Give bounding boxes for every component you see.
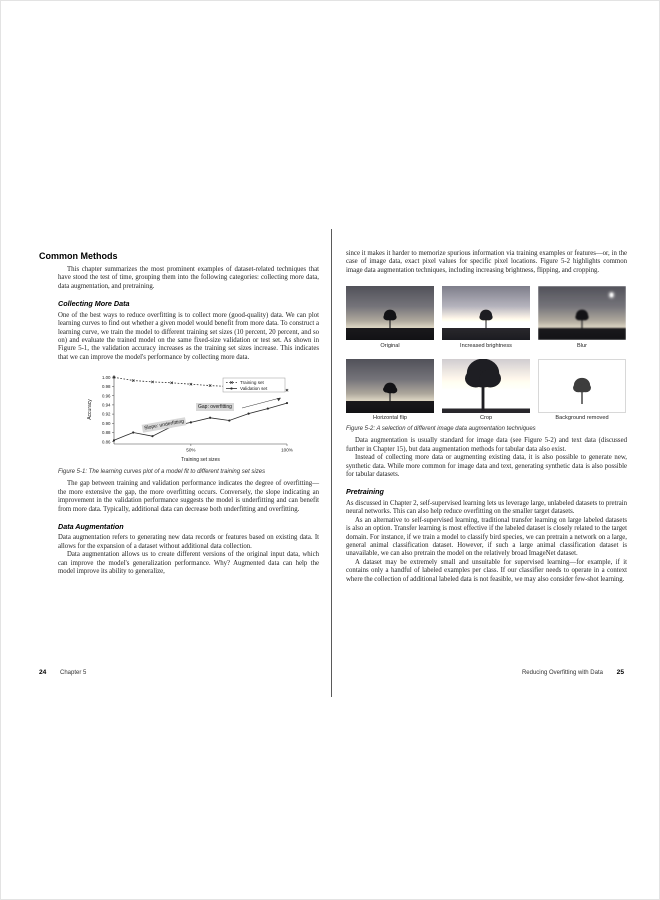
svg-text:0.86: 0.86 — [101, 439, 111, 445]
paragraph-augmentation-standard: Data augmentation is usually standard for image data (see Figure 5-2) and text data (discussed further in Chapter 15), but data augmentation methods for tabular data also exist. — [346, 437, 627, 453]
tree-silhouette-icon — [382, 309, 398, 329]
paragraph-intro: This chapter summarizes the most prominent examples of dataset-related techniques that have stood the test of time, grouping them into the following categories: collecting more data, data augmentation, and pretraining. — [58, 266, 319, 290]
svg-text:0.92: 0.92 — [101, 411, 111, 417]
subheading-data-augmentation: Data Augmentation — [58, 521, 124, 531]
sunset-scene — [442, 286, 530, 340]
svg-text:50%: 50% — [186, 447, 196, 453]
paragraph-collecting-data: One of the best ways to reduce overfitting is to collect more (good-quality) data. We can plot learning curves to find out whether a given model would benefit from more data. To construct a learning curve, we train the model to different training set sizes (10 percent, 20 percent, and so on) and evaluate the trained model on the same fixed-size validation or test set. As shown in Figure 5-1, the validation accuracy increases as the training set sizes increase. This indicates that we can improve the model's performance by collecting more data. — [58, 311, 319, 361]
figure-5-1-caption: Figure 5-1: The learning curves plot of a model fit to different training set sizes — [58, 469, 266, 476]
annotation-slope-underfitting: Slope: underfitting — [142, 417, 187, 433]
annotation-gap-overfitting: Gap: overfitting — [198, 404, 232, 411]
right-page-footer — [522, 669, 624, 676]
figure-5-1 — [84, 367, 299, 464]
aug-image-brightness — [442, 286, 530, 349]
subheading-collecting-more-data: Collecting More Data — [58, 299, 130, 309]
running-footer-chapter: Chapter 5 — [60, 670, 87, 676]
tree-silhouette-icon — [461, 359, 504, 411]
tree-silhouette-icon — [382, 382, 398, 402]
paragraph-pretraining-2: As an alternative to self-supervised learning, traditional transfer learning on large labeled datasets is also an option. Transfer learning is most effective if the labeled dataset is closely related to the target domain. For instance, if we train a model to classify bird species, we can pretrain a network on a large, general animal classification dataset. However, if such a large animal classification dataset is unavailable, we can also pretrain the model on the relatively broad ImageNet dataset. — [346, 516, 627, 558]
svg-text:0.88: 0.88 — [101, 430, 111, 436]
photo-horizontal-flip — [346, 359, 434, 413]
svg-text:0.94: 0.94 — [101, 402, 111, 408]
sunset-scene — [346, 359, 434, 413]
aug-image-crop — [442, 359, 530, 422]
learning-curves-chart — [84, 367, 299, 464]
subheading-pretraining: Pretraining — [346, 487, 384, 497]
photo-crop — [442, 359, 530, 413]
svg-text:Validation set: Validation set — [240, 386, 268, 392]
svg-text:Training set: Training set — [240, 380, 264, 386]
paragraph-augmentation-1: Data augmentation refers to generating new data records or features based on existing data. It allows for the expansion of a dataset without additional data collection. — [58, 534, 319, 550]
svg-text:0.90: 0.90 — [101, 421, 111, 427]
sunset-scene — [346, 286, 434, 340]
page-divider — [331, 229, 332, 697]
aug-label-brightness: Increased brightness — [460, 342, 512, 349]
photo-background-removed — [538, 359, 626, 413]
aug-image-background-removed — [538, 359, 626, 422]
aug-label-original: Original — [380, 342, 400, 349]
photo-blur — [538, 286, 626, 340]
paragraph-gap-slope: The gap between training and validation performance indicates the degree of overfitting—the more extensive the gap, the more overfitting occurs. Conversely, the slope indicating an improvement in the validation performance suggests the model is underfitting and can benefit from more data. Typically, additional data can decrease both underfitting and overfitting. — [58, 480, 319, 513]
paragraph-synthetic-data: Instead of collecting more data or augmenting existing data, it is also possible to generate new, synthetic data. While more common for image data and text, generating synthetic data is also possible for tabular datasets. — [346, 454, 627, 479]
page-left — [39, 251, 321, 577]
running-footer-title: Reducing Overfitting with Data — [521, 670, 603, 676]
photo-brightness — [442, 286, 530, 340]
tree-silhouette-icon — [574, 309, 590, 329]
aug-label-blur: Blur — [577, 342, 587, 349]
svg-text:100%: 100% — [281, 447, 293, 453]
svg-text:Accuracy: Accuracy — [87, 399, 93, 420]
left-page-footer — [39, 669, 86, 676]
aug-label-horizontal-flip: Horizontal flip — [373, 415, 407, 422]
left-page-content — [58, 266, 319, 577]
aug-label-crop: Crop — [479, 415, 493, 422]
page-right — [346, 250, 627, 584]
figure-5-2 — [346, 286, 627, 421]
svg-text:1.00: 1.00 — [101, 375, 111, 381]
tree-silhouette-icon — [571, 377, 593, 404]
photo-original — [346, 286, 434, 340]
sunset-scene — [442, 359, 530, 413]
figure-5-2-caption: Figure 5-2: A selection of different image data augmentation techniques — [346, 426, 536, 433]
aug-image-horizontal-flip — [346, 359, 434, 422]
tree-silhouette-icon — [478, 309, 494, 329]
svg-text:Training set sizes: Training set sizes — [181, 457, 220, 464]
svg-text:0.96: 0.96 — [101, 393, 111, 399]
paragraph-pretraining-3: A dataset may be extremely small and unsuitable for supervised learning—for example, if it contains only a handful of labeled examples per class. If our classifier needs to operate in a context where the collection of additional labeled data is not feasible, we may also consider few-shot learning. — [346, 558, 627, 583]
sunset-scene — [538, 286, 626, 340]
page-number-left: 24 — [39, 669, 47, 676]
svg-text:0.98: 0.98 — [101, 384, 111, 390]
moon-icon — [610, 293, 614, 297]
paragraph-augmentation-2: Data augmentation allows us to create different versions of the original input data, which can improve the model's generalization performance. Why? Augmented data can help the model improve its ability to generalize, — [58, 551, 319, 576]
page-number-right: 25 — [616, 669, 624, 676]
heading-common-methods: Common Methods — [39, 251, 118, 261]
aug-label-background-removed: Background removed — [555, 415, 609, 422]
aug-image-blur — [538, 286, 626, 349]
paragraph-continuation: since it makes it harder to memorize spurious information via training examples or features—or, in the case of image data, exact pixel values for specific pixel locations. Figure 5-2 highlights common image data augmentation techniques, including increasing brightness, flipping, and cropping. — [346, 250, 627, 274]
paragraph-pretraining-1: As discussed in Chapter 2, self-supervised learning lets us leverage large, unlabeled datasets to pretrain neural networks. This can also help reduce overfitting on the smaller target datasets. — [346, 499, 627, 516]
aug-image-original — [346, 286, 434, 349]
